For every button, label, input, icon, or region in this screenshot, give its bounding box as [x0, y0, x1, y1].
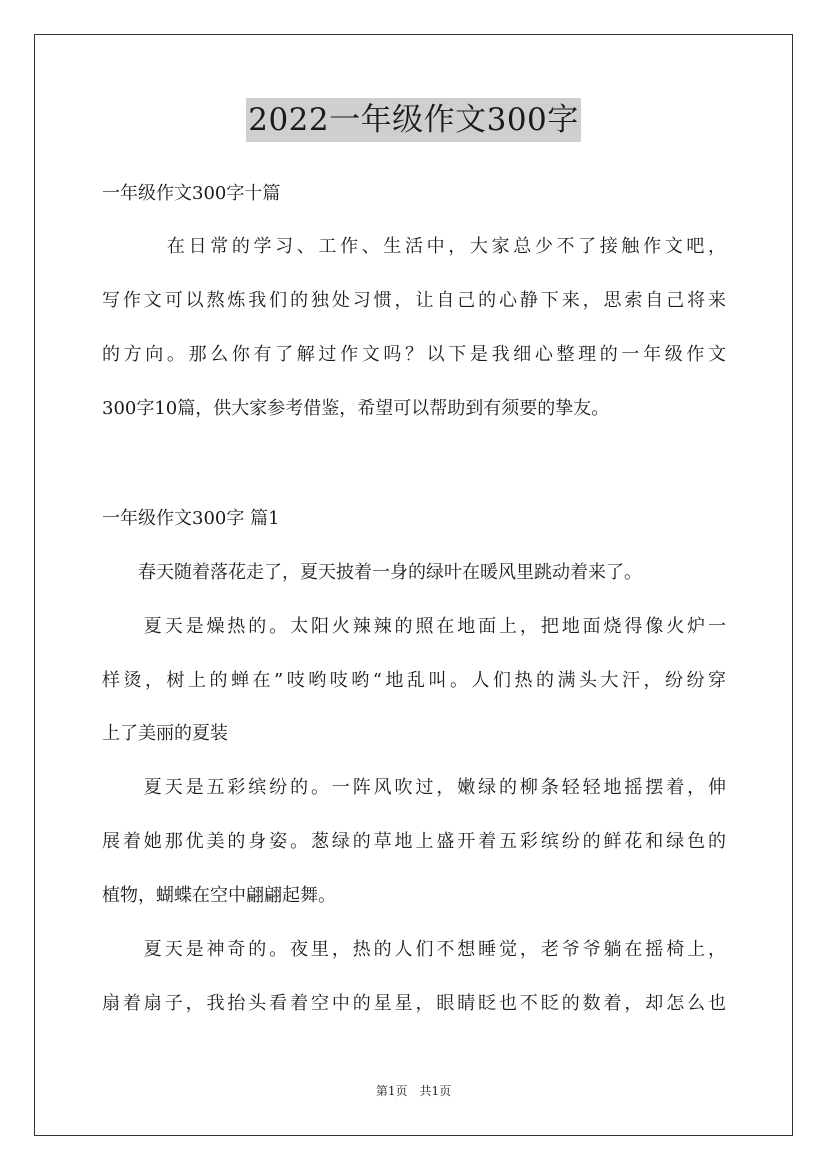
body-line-7: 植物，蝴蝶在空中翩翩起舞。: [102, 885, 336, 906]
body-line-6: 展着她那优美的身姿。葱绿的草地上盛开着五彩缤纷的鲜花和绿色的: [102, 831, 726, 852]
intro-line-3: 的方向。那么你有了解过作文吗？以下是我细心整理的一年级作文: [102, 344, 726, 365]
section-heading: 一年级作文300字 篇1: [102, 508, 280, 529]
body-line-8: 夏天是神奇的。夜里，热的人们不想睡觉，老爷爷躺在摇椅上，: [102, 939, 726, 960]
intro-line-2: 写作文可以熬炼我们的独处习惯，让自己的心静下来，思索自己将来: [102, 290, 726, 311]
document-title: 2022一年级作文300字: [246, 98, 581, 142]
document-subtitle: 一年级作文300字十篇: [102, 183, 281, 204]
body-line-3: 样烫，树上的蝉在”吱哟吱哟“地乱叫。人们热的满头大汗，纷纷穿: [102, 670, 726, 691]
body-line-1: 春天随着落花走了，夏天披着一身的绿叶在暖风里跳动着来了。: [102, 562, 642, 583]
page-footer: 第1页 共1页: [375, 1084, 452, 1098]
title-container: [0, 98, 827, 142]
body-line-5: 夏天是五彩缤纷的。一阵风吹过，嫩绿的柳条轻轻地摇摆着，伸: [102, 777, 726, 798]
intro-line-1: 在日常的学习、工作、生活中，大家总少不了接触作文吧，: [102, 236, 726, 257]
body-line-2: 夏天是燥热的。太阳火辣辣的照在地面上，把地面烧得像火炉一: [102, 616, 726, 637]
body-line-9: 扇着扇子，我抬头看着空中的星星，眼睛眨也不眨的数着，却怎么也: [102, 993, 726, 1014]
body-line-4: 上了美丽的夏装: [102, 723, 228, 744]
intro-line-4: 300字10篇，供大家参考借鉴，希望可以帮助到有须要的挚友。: [102, 398, 610, 419]
